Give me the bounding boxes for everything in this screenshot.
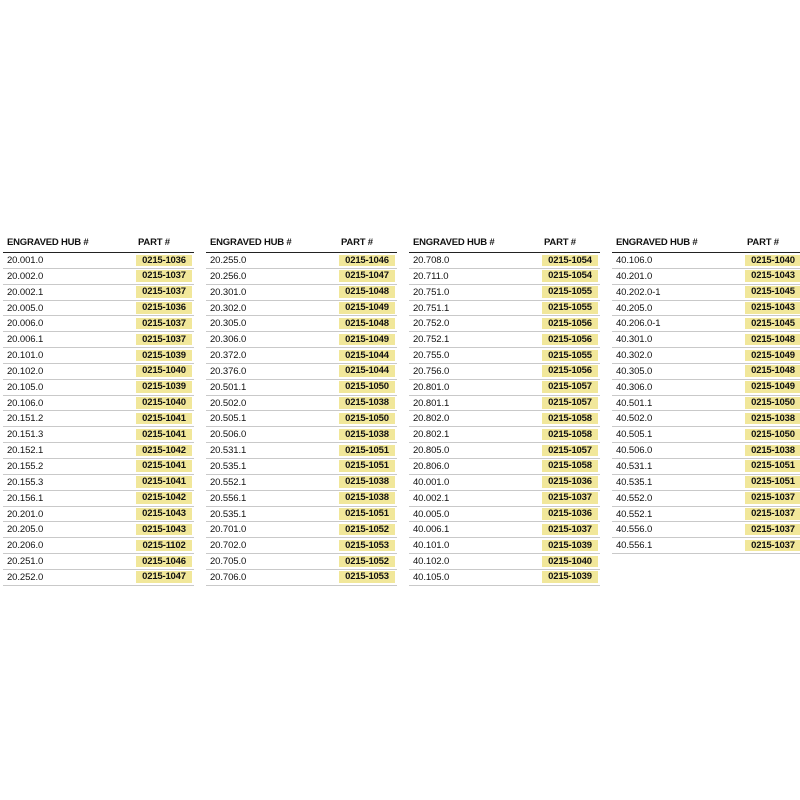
part-number-highlighted: 0215-1041 (136, 429, 192, 441)
table-row (409, 443, 600, 459)
engraved-hub-number: 20.702.0 (210, 540, 247, 552)
engraved-hub-number: 40.301.0 (616, 334, 653, 346)
part-number-highlighted: 0215-1037 (745, 508, 800, 520)
table-row (206, 316, 397, 332)
table-row (409, 491, 600, 507)
table-header (3, 235, 194, 253)
engraved-hub-number: 20.106.0 (7, 397, 44, 409)
part-number-highlighted: 0215-1043 (136, 524, 192, 536)
engraved-hub-number: 20.701.0 (210, 524, 247, 536)
part-number-highlighted: 0215-1041 (136, 413, 192, 425)
part-number-highlighted: 0215-1036 (542, 508, 598, 520)
part-number-highlighted: 0215-1057 (542, 397, 598, 409)
table-row (206, 364, 397, 380)
table-row (3, 253, 194, 269)
part-number-highlighted: 0215-1049 (745, 381, 800, 393)
part-number-highlighted: 0215-1050 (745, 429, 800, 441)
part-number-highlighted: 0215-1054 (542, 255, 598, 267)
table-row (409, 522, 600, 538)
part-number-highlighted: 0215-1050 (339, 381, 395, 393)
engraved-hub-number: 20.155.3 (7, 476, 44, 488)
engraved-hub-number: 20.376.0 (210, 365, 247, 377)
engraved-hub-number: 40.505.1 (616, 429, 653, 441)
part-number-highlighted: 0215-1051 (339, 460, 395, 472)
engraved-hub-number: 40.105.0 (413, 571, 450, 583)
table-row (3, 411, 194, 427)
engraved-hub-number: 20.306.0 (210, 334, 247, 346)
part-number-highlighted: 0215-1057 (542, 445, 598, 457)
engraved-hub-number: 20.756.0 (413, 365, 450, 377)
table-row (612, 332, 800, 348)
table-row (612, 285, 800, 301)
engraved-hub-number: 20.302.0 (210, 302, 247, 314)
engraved-hub-number: 20.006.0 (7, 318, 44, 330)
part-number-highlighted: 0215-1047 (136, 571, 192, 583)
table-row (409, 285, 600, 301)
table-row (206, 491, 397, 507)
part-number-highlighted: 0215-1056 (542, 318, 598, 330)
engraved-hub-number: 20.801.1 (413, 397, 450, 409)
part-number-highlighted: 0215-1102 (136, 540, 192, 552)
engraved-hub-number: 40.106.0 (616, 255, 653, 266)
engraved-hub-number: 40.206.0-1 (616, 318, 661, 330)
part-number-highlighted: 0215-1048 (745, 365, 800, 377)
part-number-highlighted: 0215-1046 (339, 255, 395, 267)
engraved-hub-number: 40.005.0 (413, 508, 450, 520)
part-number-highlighted: 0215-1049 (339, 334, 395, 346)
table-row (409, 364, 600, 380)
engraved-hub-number: 40.506.0 (616, 445, 653, 457)
part-number-highlighted: 0215-1053 (339, 571, 395, 583)
table-row (409, 348, 600, 364)
part-number-highlighted: 0215-1036 (542, 476, 598, 488)
part-number-highlighted: 0215-1043 (745, 270, 800, 282)
engraved-hub-number: 40.205.0 (616, 302, 653, 314)
engraved-hub-number: 40.305.0 (616, 365, 653, 377)
part-number-highlighted: 0215-1056 (542, 334, 598, 346)
part-number-highlighted: 0215-1048 (745, 334, 800, 346)
table-row (3, 348, 194, 364)
table-row (612, 538, 800, 554)
part-number-highlighted: 0215-1044 (339, 350, 395, 362)
engraved-hub-number: 20.711.0 (413, 270, 449, 282)
part-number-highlighted: 0215-1039 (136, 381, 192, 393)
part-number-highlighted: 0215-1044 (339, 365, 395, 377)
table-row (3, 522, 194, 538)
engraved-hub-number: 20.001.0 (7, 255, 44, 266)
part-number-highlighted: 0215-1041 (136, 476, 192, 488)
part-number-highlighted: 0215-1036 (136, 302, 192, 314)
table-row (612, 507, 800, 523)
column-header-engraved-hub: ENGRAVED HUB # (210, 237, 292, 248)
table-row (3, 538, 194, 554)
table-row (3, 459, 194, 475)
part-number-highlighted: 0215-1051 (339, 508, 395, 520)
part-number-highlighted: 0215-1055 (542, 350, 598, 362)
engraved-hub-number: 20.201.0 (7, 508, 44, 520)
table-row (612, 522, 800, 538)
engraved-hub-number: 40.531.1 (616, 460, 653, 472)
engraved-hub-number: 20.501.1 (210, 381, 247, 393)
table-row (206, 443, 397, 459)
engraved-hub-number: 20.506.0 (210, 429, 247, 441)
engraved-hub-number: 20.102.0 (7, 365, 44, 377)
engraved-hub-number: 40.556.1 (616, 540, 653, 552)
part-number-highlighted: 0215-1041 (136, 460, 192, 472)
engraved-hub-number: 20.155.2 (7, 460, 44, 472)
engraved-hub-number: 20.556.1 (210, 492, 247, 504)
engraved-hub-number: 40.552.0 (616, 492, 653, 504)
table-row (409, 427, 600, 443)
part-number-highlighted: 0215-1046 (136, 556, 192, 568)
engraved-hub-number: 20.255.0 (210, 255, 247, 266)
engraved-hub-number: 40.001.0 (413, 476, 450, 488)
part-number-highlighted: 0215-1037 (136, 318, 192, 330)
part-number-highlighted: 0215-1058 (542, 429, 598, 441)
column-header-engraved-hub: ENGRAVED HUB # (7, 237, 89, 248)
engraved-hub-number: 40.101.0 (413, 540, 450, 552)
part-number-highlighted: 0215-1038 (745, 413, 800, 425)
table-row (409, 475, 600, 491)
part-number-highlighted: 0215-1055 (542, 302, 598, 314)
part-number-highlighted: 0215-1045 (745, 286, 800, 298)
table-row (3, 332, 194, 348)
engraved-hub-number: 20.252.0 (7, 571, 44, 583)
part-number-highlighted: 0215-1048 (339, 318, 395, 330)
table-row (612, 427, 800, 443)
engraved-hub-number: 20.151.2 (7, 413, 44, 425)
table-row (409, 253, 600, 269)
table-header (612, 235, 800, 253)
engraved-hub-number: 40.556.0 (616, 524, 653, 536)
part-number-highlighted: 0215-1038 (745, 445, 800, 457)
table-row (612, 411, 800, 427)
table-row (3, 301, 194, 317)
part-number-highlighted: 0215-1058 (542, 460, 598, 472)
table-row (409, 269, 600, 285)
part-number-highlighted: 0215-1051 (745, 460, 800, 472)
table-row (612, 443, 800, 459)
engraved-hub-number: 20.535.1 (210, 460, 247, 472)
table-row (612, 364, 800, 380)
part-number-highlighted: 0215-1038 (339, 429, 395, 441)
part-number-highlighted: 0215-1043 (745, 302, 800, 314)
table-row (612, 396, 800, 412)
engraved-hub-number: 40.102.0 (413, 556, 450, 568)
engraved-hub-number: 40.201.0 (616, 270, 653, 282)
part-number-highlighted: 0215-1037 (745, 524, 800, 536)
table-row (612, 380, 800, 396)
column-header-part: PART # (747, 237, 779, 248)
table-row (3, 396, 194, 412)
engraved-hub-number: 20.251.0 (7, 556, 44, 568)
table-row (3, 269, 194, 285)
part-number-highlighted: 0215-1040 (542, 556, 598, 568)
part-number-highlighted: 0215-1040 (136, 365, 192, 377)
table-row (206, 380, 397, 396)
table-row (612, 459, 800, 475)
part-number-highlighted: 0215-1051 (339, 445, 395, 457)
column-header-part: PART # (341, 237, 373, 248)
part-number-highlighted: 0215-1040 (136, 397, 192, 409)
table-row (206, 269, 397, 285)
part-number-highlighted: 0215-1049 (339, 302, 395, 314)
table-row (612, 301, 800, 317)
table-row (3, 475, 194, 491)
engraved-hub-number: 20.105.0 (7, 381, 44, 393)
engraved-hub-number: 20.505.1 (210, 413, 247, 425)
engraved-hub-number: 20.535.1 (210, 508, 247, 520)
table-row (206, 396, 397, 412)
engraved-hub-number: 20.151.3 (7, 429, 44, 441)
engraved-hub-number: 20.152.1 (7, 445, 44, 457)
table-row (612, 316, 800, 332)
engraved-hub-number: 20.101.0 (7, 350, 44, 362)
part-number-highlighted: 0215-1045 (745, 318, 800, 330)
table-row (612, 348, 800, 364)
table-row (206, 522, 397, 538)
table-row (409, 396, 600, 412)
table-row (409, 316, 600, 332)
column-header-engraved-hub: ENGRAVED HUB # (413, 237, 495, 248)
engraved-hub-number: 20.502.0 (210, 397, 247, 409)
column-header-part: PART # (544, 237, 576, 248)
table-row (206, 301, 397, 317)
table-row (3, 380, 194, 396)
part-number-highlighted: 0215-1052 (339, 524, 395, 536)
table-row (409, 332, 600, 348)
engraved-hub-number: 20.706.0 (210, 571, 247, 583)
part-number-highlighted: 0215-1042 (136, 492, 192, 504)
engraved-hub-number: 40.202.0-1 (616, 286, 661, 298)
table-row (3, 316, 194, 332)
engraved-hub-number: 20.708.0 (413, 255, 450, 266)
engraved-hub-number: 20.751.0 (413, 286, 450, 298)
part-number-highlighted: 0215-1038 (339, 476, 395, 488)
engraved-hub-number: 20.801.0 (413, 381, 450, 393)
part-number-highlighted: 0215-1040 (745, 255, 800, 267)
engraved-hub-number: 20.751.1 (413, 302, 450, 314)
engraved-hub-number: 20.305.0 (210, 318, 247, 330)
part-number-highlighted: 0215-1038 (339, 492, 395, 504)
hub-part-table-1 (3, 235, 194, 586)
table-row (409, 459, 600, 475)
part-number-highlighted: 0215-1039 (136, 350, 192, 362)
engraved-hub-number: 20.705.0 (210, 556, 247, 568)
column-header-engraved-hub: ENGRAVED HUB # (616, 237, 698, 248)
part-number-highlighted: 0215-1036 (136, 255, 192, 267)
part-number-highlighted: 0215-1037 (745, 540, 800, 552)
part-number-highlighted: 0215-1038 (339, 397, 395, 409)
table-row (3, 491, 194, 507)
part-number-highlighted: 0215-1042 (136, 445, 192, 457)
column-header-part: PART # (138, 237, 170, 248)
table-row (409, 538, 600, 554)
table-row (206, 459, 397, 475)
engraved-hub-number: 40.006.1 (413, 524, 450, 536)
engraved-hub-number: 40.535.1 (616, 476, 653, 488)
table-row (3, 507, 194, 523)
hub-part-reference-tables (3, 235, 797, 583)
part-number-highlighted: 0215-1037 (136, 334, 192, 346)
hub-part-table-3 (409, 235, 600, 586)
part-number-highlighted: 0215-1037 (136, 270, 192, 282)
engraved-hub-number: 20.372.0 (210, 350, 247, 362)
table-row (3, 443, 194, 459)
part-number-highlighted: 0215-1055 (542, 286, 598, 298)
part-number-highlighted: 0215-1056 (542, 365, 598, 377)
engraved-hub-number: 20.156.1 (7, 492, 44, 504)
part-number-highlighted: 0215-1048 (339, 286, 395, 298)
table-row (3, 364, 194, 380)
engraved-hub-number: 20.006.1 (7, 334, 44, 346)
table-row (409, 507, 600, 523)
table-row (409, 554, 600, 570)
engraved-hub-number: 20.802.0 (413, 413, 450, 425)
table-row (612, 253, 800, 269)
engraved-hub-number: 40.302.0 (616, 350, 653, 362)
table-header (206, 235, 397, 253)
part-number-highlighted: 0215-1039 (542, 571, 598, 583)
engraved-hub-number: 20.206.0 (7, 540, 44, 552)
part-number-highlighted: 0215-1047 (339, 270, 395, 282)
engraved-hub-number: 20.301.0 (210, 286, 247, 298)
engraved-hub-number: 20.805.0 (413, 445, 450, 457)
engraved-hub-number: 20.205.0 (7, 524, 44, 536)
engraved-hub-number: 20.005.0 (7, 302, 44, 314)
engraved-hub-number: 20.002.1 (7, 286, 44, 298)
table-row (206, 570, 397, 586)
engraved-hub-number: 20.752.1 (413, 334, 450, 346)
part-number-highlighted: 0215-1054 (542, 270, 598, 282)
part-number-highlighted: 0215-1049 (745, 350, 800, 362)
engraved-hub-number: 20.552.1 (210, 476, 247, 488)
table-row (409, 411, 600, 427)
engraved-hub-number: 20.806.0 (413, 460, 450, 472)
part-number-highlighted: 0215-1051 (745, 476, 800, 488)
engraved-hub-number: 20.256.0 (210, 270, 247, 282)
table-header (409, 235, 600, 253)
table-row (3, 554, 194, 570)
part-number-highlighted: 0215-1057 (542, 381, 598, 393)
table-row (206, 253, 397, 269)
table-row (206, 554, 397, 570)
table-row (206, 538, 397, 554)
table-row (206, 411, 397, 427)
table-row (206, 348, 397, 364)
engraved-hub-number: 20.002.0 (7, 270, 44, 282)
engraved-hub-number: 40.552.1 (616, 508, 653, 520)
table-row (612, 475, 800, 491)
table-row (206, 332, 397, 348)
engraved-hub-number: 40.501.1 (616, 397, 653, 409)
part-number-highlighted: 0215-1053 (339, 540, 395, 552)
table-row (3, 427, 194, 443)
engraved-hub-number: 20.802.1 (413, 429, 450, 441)
engraved-hub-number: 20.531.1 (210, 445, 247, 457)
table-row (3, 285, 194, 301)
table-row (409, 570, 600, 586)
table-row (206, 285, 397, 301)
part-number-highlighted: 0215-1037 (542, 492, 598, 504)
table-row (409, 301, 600, 317)
hub-part-table-4 (612, 235, 800, 554)
table-row (206, 475, 397, 491)
engraved-hub-number: 40.002.1 (413, 492, 450, 504)
part-number-highlighted: 0215-1043 (136, 508, 192, 520)
table-row (3, 570, 194, 586)
part-number-highlighted: 0215-1037 (745, 492, 800, 504)
table-row (612, 269, 800, 285)
part-number-highlighted: 0215-1052 (339, 556, 395, 568)
hub-part-table-2 (206, 235, 397, 586)
part-number-highlighted: 0215-1050 (745, 397, 800, 409)
table-row (206, 427, 397, 443)
part-number-highlighted: 0215-1039 (542, 540, 598, 552)
engraved-hub-number: 40.306.0 (616, 381, 653, 393)
part-number-highlighted: 0215-1058 (542, 413, 598, 425)
table-row (206, 507, 397, 523)
engraved-hub-number: 40.502.0 (616, 413, 653, 425)
table-row (612, 491, 800, 507)
part-number-highlighted: 0215-1037 (542, 524, 598, 536)
engraved-hub-number: 20.752.0 (413, 318, 450, 330)
part-number-highlighted: 0215-1050 (339, 413, 395, 425)
table-row (409, 380, 600, 396)
part-number-highlighted: 0215-1037 (136, 286, 192, 298)
engraved-hub-number: 20.755.0 (413, 350, 450, 362)
